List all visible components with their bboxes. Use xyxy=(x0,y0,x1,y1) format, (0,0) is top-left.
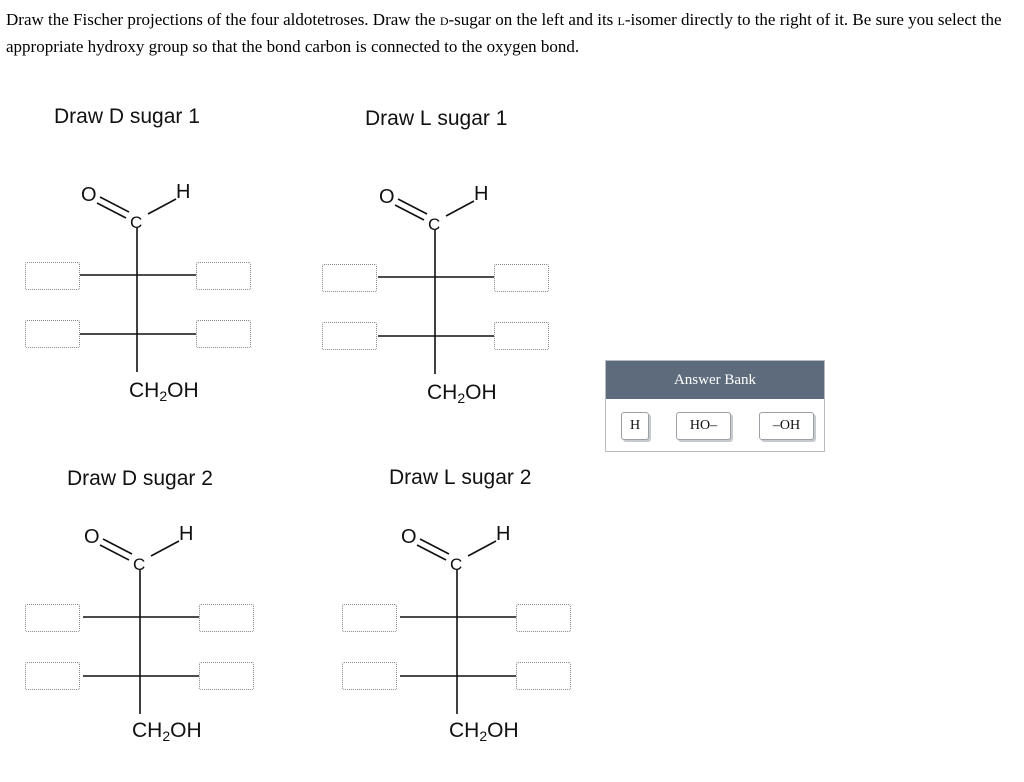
panel-title-suffix: sugar 2 xyxy=(137,467,213,490)
drop-target-right-2[interactable] xyxy=(199,662,254,690)
panel-title-d-sugar-1 xyxy=(54,105,200,129)
panel-title-letter: L xyxy=(419,107,432,130)
question-instructions xyxy=(6,6,1018,60)
drop-target-left-2[interactable] xyxy=(25,320,80,348)
fischer-projection-d-sugar-2 xyxy=(23,522,323,782)
ch2oh-tail: OH xyxy=(170,719,202,742)
fischer-projection-l-sugar-2 xyxy=(340,522,640,782)
drop-target-left-1[interactable] xyxy=(322,264,377,292)
ch2oh-label xyxy=(132,720,202,743)
carbon-label: C xyxy=(450,555,463,574)
ch2oh-subscript: 2 xyxy=(457,390,466,406)
panel-title-prefix: Draw xyxy=(67,467,122,490)
instructions-text-2: -sugar on the left and its xyxy=(448,10,618,29)
drop-target-left-1[interactable] xyxy=(25,262,80,290)
drop-target-left-2[interactable] xyxy=(342,662,397,690)
instructions-d-letter: d xyxy=(439,10,449,29)
ch2oh-main: CH xyxy=(449,719,480,742)
fischer-bonds xyxy=(340,522,640,782)
oxygen-label: O xyxy=(81,184,97,206)
panel-title-prefix: Draw xyxy=(54,105,109,128)
panel-title-l-sugar-2 xyxy=(389,466,531,490)
carbon-label: C xyxy=(130,213,143,232)
answer-bank-title: Answer Bank xyxy=(606,361,824,399)
drop-target-right-1[interactable] xyxy=(196,262,251,290)
answer-chip-h[interactable]: H xyxy=(621,412,649,440)
ch2oh-tail: OH xyxy=(167,379,199,402)
drop-target-right-1[interactable] xyxy=(199,604,254,632)
instructions-text-1: Draw the Fischer projections of the four aldotetroses. Draw the xyxy=(6,10,440,29)
panel-title-suffix: sugar 1 xyxy=(124,105,200,128)
panel-title-prefix: Draw xyxy=(365,107,420,130)
panel-title-d-sugar-2 xyxy=(67,467,213,491)
answer-chip-ho[interactable]: HO– xyxy=(676,412,731,440)
ch2oh-subscript: 2 xyxy=(162,728,171,744)
fischer-projection-d-sugar-1 xyxy=(20,180,320,440)
panel-title-letter: L xyxy=(443,466,456,489)
fischer-bonds xyxy=(23,522,323,782)
oxygen-label: O xyxy=(401,526,417,548)
drop-target-right-2[interactable] xyxy=(196,320,251,348)
drop-target-left-2[interactable] xyxy=(322,322,377,350)
hydrogen-label: H xyxy=(179,523,194,545)
ch2oh-subscript: 2 xyxy=(159,388,168,404)
ch2oh-main: CH xyxy=(427,381,458,404)
drop-target-right-1[interactable] xyxy=(516,604,571,632)
carbon-label: C xyxy=(428,215,441,234)
drop-target-left-1[interactable] xyxy=(25,604,80,632)
ch2oh-label xyxy=(449,720,519,743)
panel-title-l-sugar-1 xyxy=(365,107,507,131)
panel-title-letter: D xyxy=(121,467,138,490)
ch2oh-label xyxy=(129,380,199,403)
hydrogen-label: H xyxy=(474,183,489,205)
drop-target-right-1[interactable] xyxy=(494,264,549,292)
drop-target-left-2[interactable] xyxy=(25,662,80,690)
ch2oh-tail: OH xyxy=(465,381,497,404)
oxygen-label: O xyxy=(84,526,100,548)
ch2oh-tail: OH xyxy=(487,719,519,742)
answer-chip-oh[interactable]: –OH xyxy=(759,412,814,440)
panel-title-suffix: sugar 2 xyxy=(455,466,532,489)
answer-bank xyxy=(605,360,825,452)
hydrogen-label: H xyxy=(176,181,191,203)
hydrogen-label: H xyxy=(496,523,511,545)
panel-title-letter: D xyxy=(108,105,125,128)
drop-target-left-1[interactable] xyxy=(342,604,397,632)
drop-target-right-2[interactable] xyxy=(516,662,571,690)
ch2oh-label xyxy=(427,382,497,405)
oxygen-label: O xyxy=(379,186,395,208)
ch2oh-subscript: 2 xyxy=(479,728,488,744)
fischer-projection-l-sugar-1 xyxy=(318,182,618,442)
instructions-text-3: -isomer directly to the right of it. Be sure you select the appropriate hydroxy group so that the bond carbon is connected to the oxygen bond. xyxy=(6,10,1002,56)
drop-target-right-2[interactable] xyxy=(494,322,549,350)
panel-title-suffix: sugar 1 xyxy=(431,107,508,130)
panel-title-prefix: Draw xyxy=(389,466,444,489)
ch2oh-main: CH xyxy=(132,719,163,742)
instructions-l-letter: l xyxy=(617,10,625,29)
carbon-label: C xyxy=(133,555,146,574)
ch2oh-main: CH xyxy=(129,379,160,402)
